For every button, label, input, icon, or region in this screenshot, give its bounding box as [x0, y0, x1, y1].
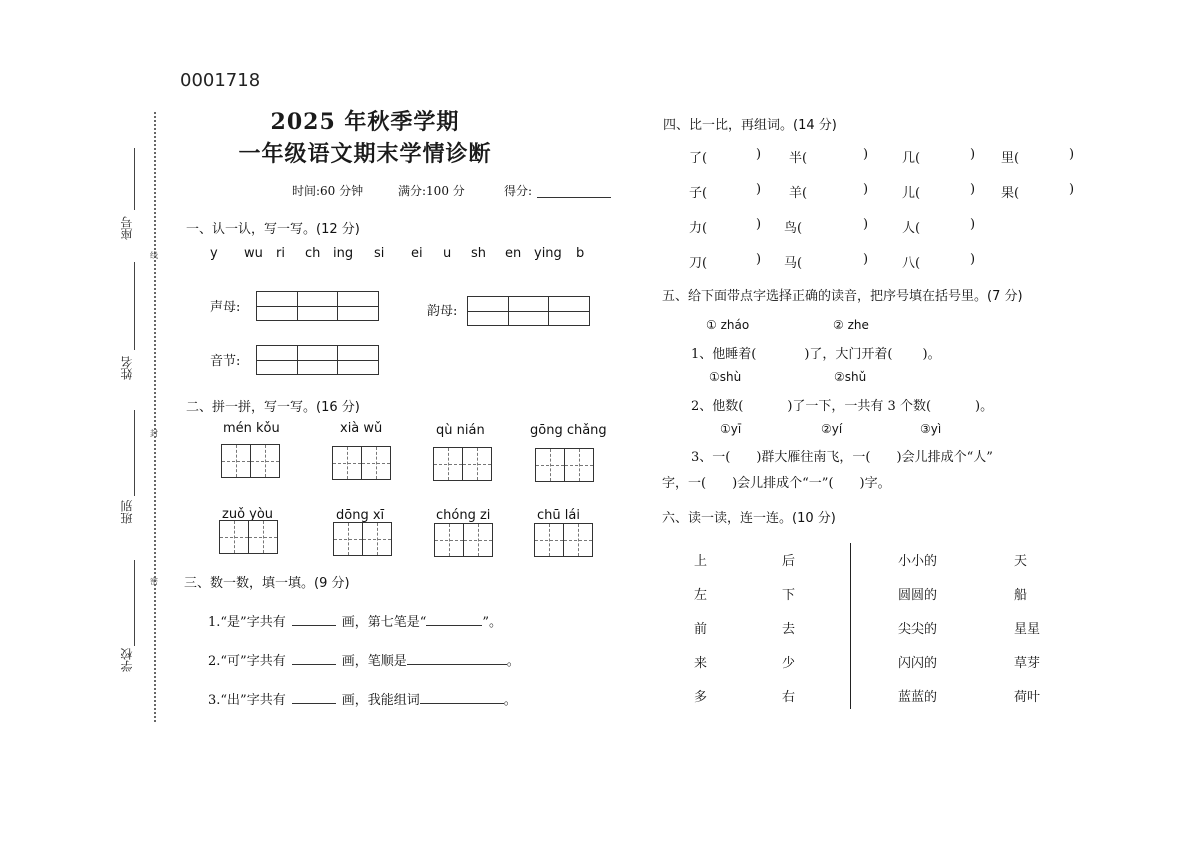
exam-title-line1: 2025 年秋季学期 [270, 109, 460, 135]
q3-blank[interactable] [420, 691, 504, 704]
q5-text: 3、一( [691, 450, 731, 465]
q6-word[interactable]: 尖尖的 [898, 622, 938, 637]
q1-letter: si [374, 246, 385, 261]
q2-pinyin: gōng chǎng [530, 423, 607, 438]
q4-paren[interactable]: ) [1069, 147, 1075, 162]
q5-sentence-1 [691, 343, 941, 362]
q1-yunmu-grid[interactable] [467, 296, 590, 326]
q6-word[interactable]: 左 [694, 588, 708, 603]
q6-word[interactable]: 右 [782, 690, 796, 705]
binding-mark-dense: 密 [150, 577, 158, 586]
q1-letter: ing [333, 246, 354, 261]
q5-text: )了一下，一共有 3 个数( [787, 399, 932, 414]
q1-shengmu-grid[interactable] [256, 291, 379, 321]
q5-sentence-3 [691, 446, 993, 465]
serial-number: 0001718 [180, 70, 261, 91]
q2-tianzige[interactable] [433, 447, 492, 481]
q4-paren[interactable]: ) [863, 182, 869, 197]
q6-word[interactable]: 荷叶 [1014, 690, 1041, 705]
q1-letter: wu [244, 246, 263, 261]
q3-blank[interactable] [292, 652, 336, 665]
q3-text: 画，笔顺是 [341, 654, 407, 669]
q5-text: )群大雁往南飞，一( [756, 450, 871, 465]
binding-mark-line: 线 [150, 251, 158, 260]
q3-text: 画，我能组词 [341, 693, 420, 708]
q4-paren[interactable]: ) [970, 147, 976, 162]
q2-tianzige[interactable] [221, 444, 280, 478]
q3-item-3 [208, 689, 517, 708]
q4-char: 了( [689, 151, 708, 166]
q4-char: 羊( [789, 186, 808, 201]
q5-text: 2、他数( [691, 399, 744, 414]
q3-item-1 [208, 611, 502, 630]
q3-text: 。 [506, 654, 520, 669]
q5-option: ② zhe [833, 318, 869, 332]
q6-word[interactable]: 来 [694, 656, 708, 671]
q6-word[interactable]: 多 [694, 690, 708, 705]
q2-tianzige[interactable] [333, 522, 392, 556]
q5-text: )字。 [859, 476, 891, 491]
q3-text: 。 [503, 693, 517, 708]
q4-paren[interactable]: ) [970, 252, 976, 267]
q6-word[interactable]: 前 [694, 622, 708, 637]
q1-letter: ei [411, 246, 423, 261]
q1-letter: en [505, 246, 522, 261]
q5-sentence-3-cont [662, 472, 891, 491]
q2-tianzige[interactable] [534, 523, 593, 557]
q4-char: 里( [1001, 151, 1020, 166]
q2-pinyin: chū lái [537, 508, 580, 523]
class-label: 班别 [120, 500, 134, 524]
q3-item-2 [208, 650, 520, 669]
q5-text: 字，一( [662, 476, 707, 491]
q2-pinyin: mén kǒu [223, 421, 280, 436]
name-write-line[interactable] [134, 262, 135, 350]
q1-shengmu-label: 声母: [210, 300, 241, 315]
q2-pinyin: chóng zi [436, 508, 491, 523]
q6-word[interactable]: 闪闪的 [898, 656, 938, 671]
q6-word[interactable]: 船 [1014, 588, 1028, 603]
q6-divider [850, 543, 851, 709]
q5-sentence-2 [691, 395, 993, 414]
q2-pinyin: dōng xī [336, 508, 385, 523]
q1-yunmu-label: 韵母: [427, 304, 458, 319]
exam-title-line2: 一年级语文期末学情诊断 [238, 141, 492, 167]
q5-text: )会儿排成个“一”( [732, 476, 834, 491]
q3-text: ”。 [482, 615, 503, 630]
q4-paren[interactable]: ) [756, 182, 762, 197]
q4-char: 刀( [689, 256, 708, 271]
q2-tianzige[interactable] [434, 523, 493, 557]
q3-title: 三、数一数，填一填。(9 分) [184, 576, 350, 591]
q3-blank[interactable] [426, 613, 482, 626]
q4-title: 四、比一比，再组词。(14 分) [663, 118, 837, 133]
q5-option: ③yì [920, 422, 942, 436]
q4-paren[interactable]: ) [863, 217, 869, 232]
q5-option: ①yī [720, 422, 742, 436]
q3-text: 1.“是”字共有 [208, 615, 286, 630]
q4-char: 八( [902, 256, 921, 271]
q1-letter: ri [276, 246, 285, 261]
q5-option: ①shù [709, 370, 742, 384]
seat-write-line[interactable] [134, 148, 135, 210]
q3-text: 3.“出”字共有 [208, 693, 286, 708]
q3-text: 画，第七笔是“ [341, 615, 427, 630]
name-label: 姓名 [120, 356, 134, 380]
q2-pinyin: xià wǔ [340, 421, 383, 436]
binding-mark-seal: 封 [150, 429, 158, 438]
q3-blank[interactable] [292, 613, 336, 626]
q5-text: 1、他睡着( [691, 347, 757, 362]
q4-char: 马( [784, 256, 803, 271]
q1-letter: ying [534, 246, 562, 261]
q6-word[interactable]: 星星 [1014, 622, 1041, 637]
q6-word[interactable]: 圆圆的 [898, 588, 938, 603]
q4-paren[interactable]: ) [863, 252, 869, 267]
q4-char: 子( [689, 186, 708, 201]
q4-char: 半( [789, 151, 808, 166]
binding-dotted-line [154, 112, 156, 722]
q6-word[interactable]: 去 [782, 622, 796, 637]
q1-letter: u [443, 246, 452, 261]
q4-paren[interactable]: ) [756, 252, 762, 267]
q6-word[interactable]: 草芽 [1014, 656, 1041, 671]
q1-title: 一、认一认，写一写。(12 分) [186, 222, 360, 237]
q4-paren[interactable]: ) [970, 182, 976, 197]
q3-text: 2.“可”字共有 [208, 654, 286, 669]
q4-char: 儿( [902, 186, 921, 201]
q2-tianzige[interactable] [219, 520, 278, 554]
q5-text: )会儿排成个“人” [896, 450, 993, 465]
q1-letter: sh [471, 246, 487, 261]
q2-tianzige[interactable] [332, 446, 391, 480]
q4-paren[interactable]: ) [970, 217, 976, 232]
class-write-line[interactable] [134, 410, 135, 496]
school-write-line[interactable] [134, 560, 135, 646]
q4-char: 果( [1001, 186, 1020, 201]
q1-letter: y [210, 246, 218, 261]
q1-letter: ch [305, 246, 321, 261]
q4-char: 力( [689, 221, 708, 236]
q3-blank[interactable] [292, 691, 336, 704]
q2-tianzige[interactable] [535, 448, 594, 482]
q5-option: ① zháo [706, 318, 750, 332]
q1-yinjie-label: 音节: [210, 354, 241, 369]
q4-char: 人( [902, 221, 921, 236]
q5-option: ②shǔ [834, 370, 867, 384]
q1-yinjie-grid[interactable] [256, 345, 379, 375]
q6-word[interactable]: 蓝蓝的 [898, 690, 938, 705]
q5-text: )了，大门开着( [804, 347, 893, 362]
q4-paren[interactable]: ) [756, 217, 762, 232]
q1-letter: b [576, 246, 585, 261]
q4-char: 几( [902, 151, 921, 166]
q4-paren[interactable]: ) [863, 147, 869, 162]
q4-char: 鸟( [784, 221, 803, 236]
q6-title: 六、读一读，连一连。(10 分) [662, 511, 836, 526]
exam-full-score: 满分:100 分 [398, 184, 465, 198]
q6-word[interactable]: 上 [694, 554, 708, 569]
q2-pinyin: zuǒ yòu [222, 507, 274, 522]
q6-word[interactable]: 小小的 [898, 554, 938, 569]
q4-paren[interactable]: ) [756, 147, 762, 162]
q5-title: 五、给下面带点字选择正确的读音，把序号填在括号里。(7 分) [662, 289, 1023, 304]
school-label: 学校 [120, 648, 134, 672]
q6-word[interactable]: 天 [1014, 554, 1028, 569]
q6-word[interactable]: 后 [782, 554, 796, 569]
q2-pinyin: qù nián [436, 423, 485, 438]
q5-text: )。 [975, 399, 994, 414]
q6-word[interactable]: 少 [782, 656, 796, 671]
q2-title: 二、拼一拼，写一写。(16 分) [186, 400, 360, 415]
score-label: 得分: [504, 184, 533, 198]
q4-paren[interactable]: ) [1069, 182, 1075, 197]
q3-blank[interactable] [407, 652, 507, 665]
score-input-line[interactable] [537, 197, 611, 198]
exam-time: 时间:60 分钟 [292, 184, 364, 198]
q6-word[interactable]: 下 [782, 588, 796, 603]
q5-text: )。 [922, 347, 941, 362]
q5-option: ②yí [821, 422, 843, 436]
seat-label: 座号 [120, 216, 134, 240]
